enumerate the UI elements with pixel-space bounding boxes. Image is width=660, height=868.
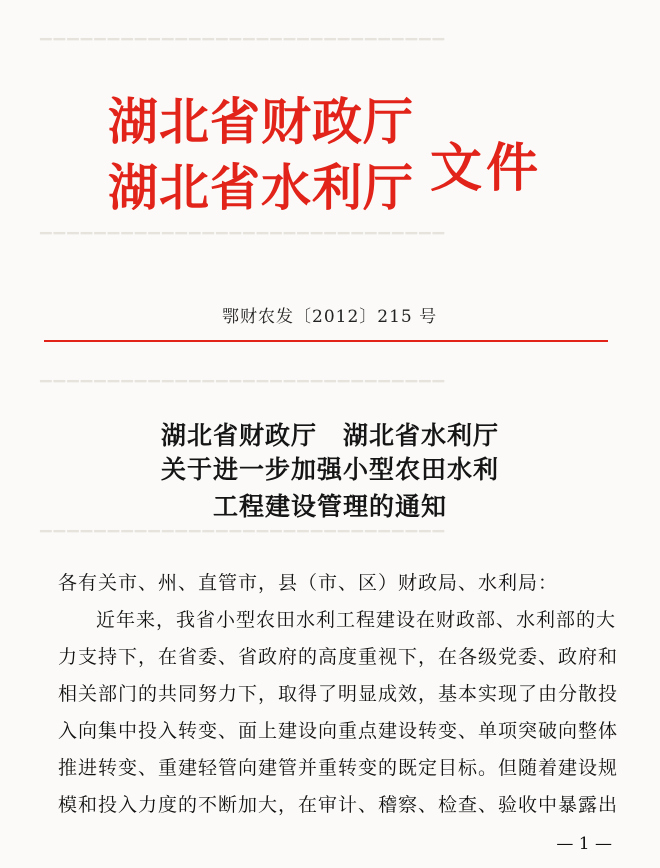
bleed-through-text: ▔▔▔▔▔▔▔▔▔▔▔▔▔▔▔▔▔▔▔▔▔▔▔▔▔▔▔▔▔▔: [40, 380, 447, 398]
issuer-name-water: 湖北省水利厅: [108, 159, 414, 217]
page-number: — 1 —: [556, 834, 612, 854]
title-line-3: 工程建设管理的通知: [212, 492, 447, 521]
issuer-name-finance: 湖北省财政厅: [108, 93, 414, 151]
body-line: 近年来，我省小型农田水利工程建设在财政部、水利部的大: [96, 609, 617, 631]
document-type-label: 文件: [430, 139, 543, 199]
bleed-through-text: ▔▔▔▔▔▔▔▔▔▔▔▔▔▔▔▔▔▔▔▔▔▔▔▔▔▔▔▔▔▔: [40, 38, 447, 56]
body-line: 入向集中投入转变、面上建设向重点建设转变、单项突破向整体: [58, 720, 619, 742]
red-divider-rule: [44, 340, 608, 342]
body-line: 相关部门的共同努力下，取得了明显成效，基本实现了由分散投: [58, 683, 619, 705]
bleed-through-text: ▔▔▔▔▔▔▔▔▔▔▔▔▔▔▔▔▔▔▔▔▔▔▔▔▔▔▔▔▔▔: [40, 530, 447, 548]
title-line-1: 湖北省财政厅 湖北省水利厅: [160, 421, 499, 450]
document-number: 鄂财农发〔2012〕215 号: [222, 307, 438, 327]
body-line: 推进转变、重建轻管向建管并重转变的既定目标。但随着建设规: [58, 757, 619, 779]
body-line: 模和投入力度的不断加大，在审计、稽察、检查、验收中暴露出: [58, 794, 619, 816]
body-line: 力支持下，在省委、省政府的高度重视下，在各级党委、政府和: [58, 646, 619, 668]
addressee: 各有关市、州、直管市，县（市、区）财政局、水利局：: [58, 572, 559, 594]
bleed-through-text: ▔▔▔▔▔▔▔▔▔▔▔▔▔▔▔▔▔▔▔▔▔▔▔▔▔▔▔▔▔▔: [40, 232, 447, 250]
title-line-2: 关于进一步加强小型农田水利: [160, 455, 499, 484]
